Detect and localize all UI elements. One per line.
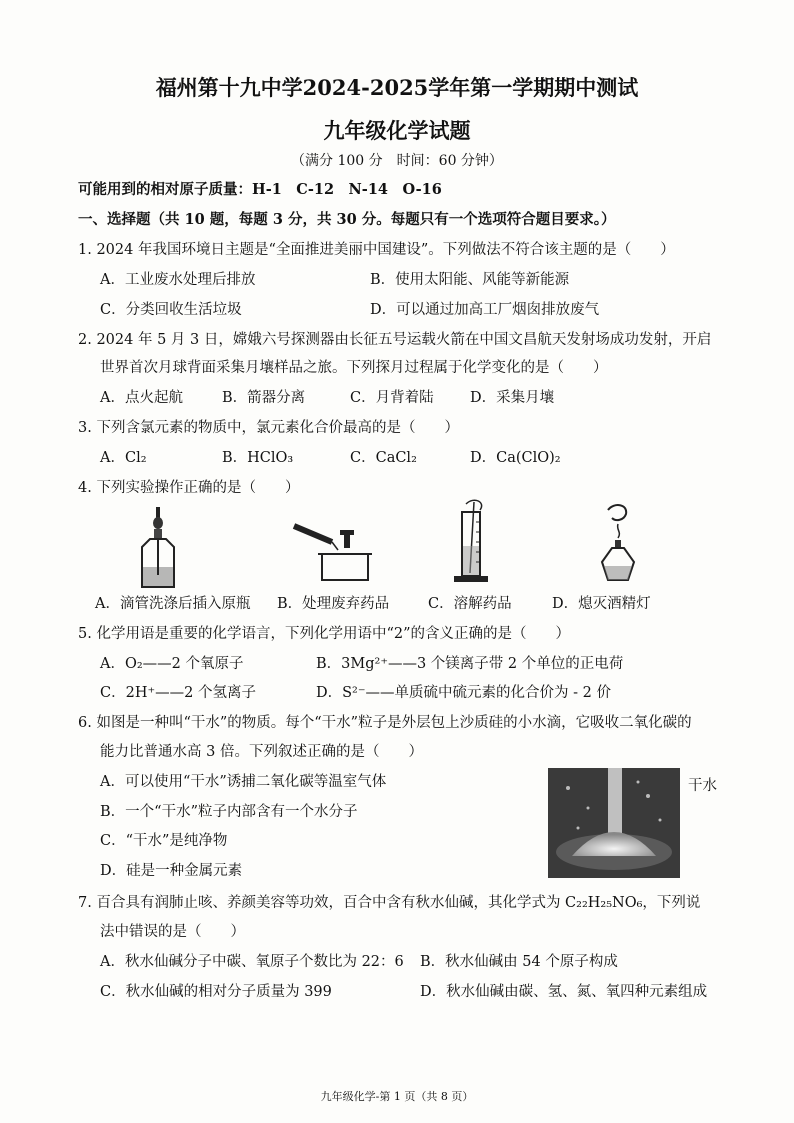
question-4-option-c: C．溶解药品 [428,596,512,612]
exam-meta: （满分 100 分 时间：60 分钟） [291,153,503,169]
question-3-stem: 3. 下列含氯元素的物质中，氯元素化合价最高的是（ ） [78,420,459,436]
alcohol-lamp-figure [588,500,648,590]
question-3-option-c: C．CaCl₂ [350,450,417,466]
question-4-stem: 4. 下列实验操作正确的是（ ） [78,480,300,496]
question-7-stem-line1: 7. 百合具有润肺止咳、养颜美容等功效，百合中含有秋水仙碱，其化学式为 C₂₂H₂₅NO₆，下列说 [78,895,701,911]
question-1-option-b: B．使用太阳能、风能等新能源 [370,272,570,288]
question-4-option-d: D．熄灭酒精灯 [552,596,651,612]
atomic-masses: 可能用到的相对原子质量：H-1 C-12 N-14 O-16 [78,181,442,198]
question-5-option-a: A．O₂——2 个氧原子 [100,656,244,672]
question-2-option-a: A．点火起航 [100,390,183,406]
question-7-option-c: C．秋水仙碱的相对分子质量为 399 [100,984,332,1000]
question-3-option-b: B．HClO₃ [222,450,294,466]
question-3-option-a: A．Cl₂ [100,450,147,466]
question-3-option-d: D．Ca(ClO)₂ [470,450,561,466]
question-2-option-b: B．箭器分离 [222,390,306,406]
waste-disposal-figure [292,520,372,585]
question-1-option-c: C．分类回收生活垃圾 [100,302,242,318]
dropper-bottle-figure [128,505,188,590]
question-6-stem-line1: 6. 如图是一种叫“干水”的物质。每个“干水”粒子是外层包上沙质硅的小水滴，它吸收二氧化碳的 [78,715,692,731]
question-6-option-d: D．硅是一种金属元素 [100,863,243,879]
question-5-option-b: B．3Mg²⁺——3 个镁离子带 2 个单位的正电荷 [316,656,624,672]
question-7-option-b: B．秋水仙碱由 54 个原子构成 [420,954,618,970]
question-6-stem-line2: 能力比普通水高 3 倍。下列叙述正确的是（ ） [100,744,423,760]
question-7-option-a: A．秋水仙碱分子中碳、氧原子个数比为 22：6 [100,954,404,970]
question-5-option-d: D．S²⁻——单质硫中硫元素的化合价为 - 2 价 [316,685,611,701]
dry-water-label: 干水 [688,778,717,794]
exam-subtitle: 九年级化学试题 [323,118,471,143]
question-6-option-a: A．可以使用“干水”诱捕二氧化碳等温室气体 [100,774,387,790]
question-6-option-c: C．“干水”是纯净物 [100,833,228,849]
question-2-option-c: C．月背着陆 [350,390,434,406]
page-footer: 九年级化学-第 1 页（共 8 页） [320,1090,474,1103]
question-2-option-d: D．采集月壤 [470,390,555,406]
graduated-cylinder-figure [448,498,498,590]
question-4-option-b: B．处理废弃药品 [277,596,390,612]
question-7-stem-line2: 法中错误的是（ ） [100,924,245,940]
question-7-option-d: D．秋水仙碱由碳、氢、氮、氧四种元素组成 [420,984,708,1000]
question-5-option-c: C．2H⁺——2 个氢离子 [100,685,256,701]
question-6-option-b: B．一个“干水”粒子内部含有一个水分子 [100,804,358,820]
question-1-option-a: A．工业废水处理后排放 [100,272,256,288]
question-1-option-d: D．可以通过加高工厂烟囱排放废气 [370,302,600,318]
exam-title: 福州第十九中学2024-2025学年第一学期期中测试 [155,75,639,100]
question-4-option-a: A．滴管洗涤后插入原瓶 [95,596,251,612]
dry-water-photo [548,768,680,878]
question-5-stem: 5. 化学用语是重要的化学语言，下列化学用语中“2”的含义正确的是（ ） [78,626,570,642]
section-heading: 一、选择题（共 10 题，每题 3 分，共 30 分。每题只有一个选项符合题目要求。） [78,211,616,228]
question-2-stem-line2: 世界首次月球背面采集月壤样品之旅。下列探月过程属于化学变化的是（ ） [100,360,608,376]
question-1-stem: 1. 2024 年我国环境日主题是“全面推进美丽中国建设”。下列做法不符合该主题的是（ ） [78,242,675,258]
question-2-stem-line1: 2. 2024 年 5 月 3 日，嫦娥六号探测器由长征五号运载火箭在中国文昌航天发射场成功发射，开启 [78,332,712,348]
